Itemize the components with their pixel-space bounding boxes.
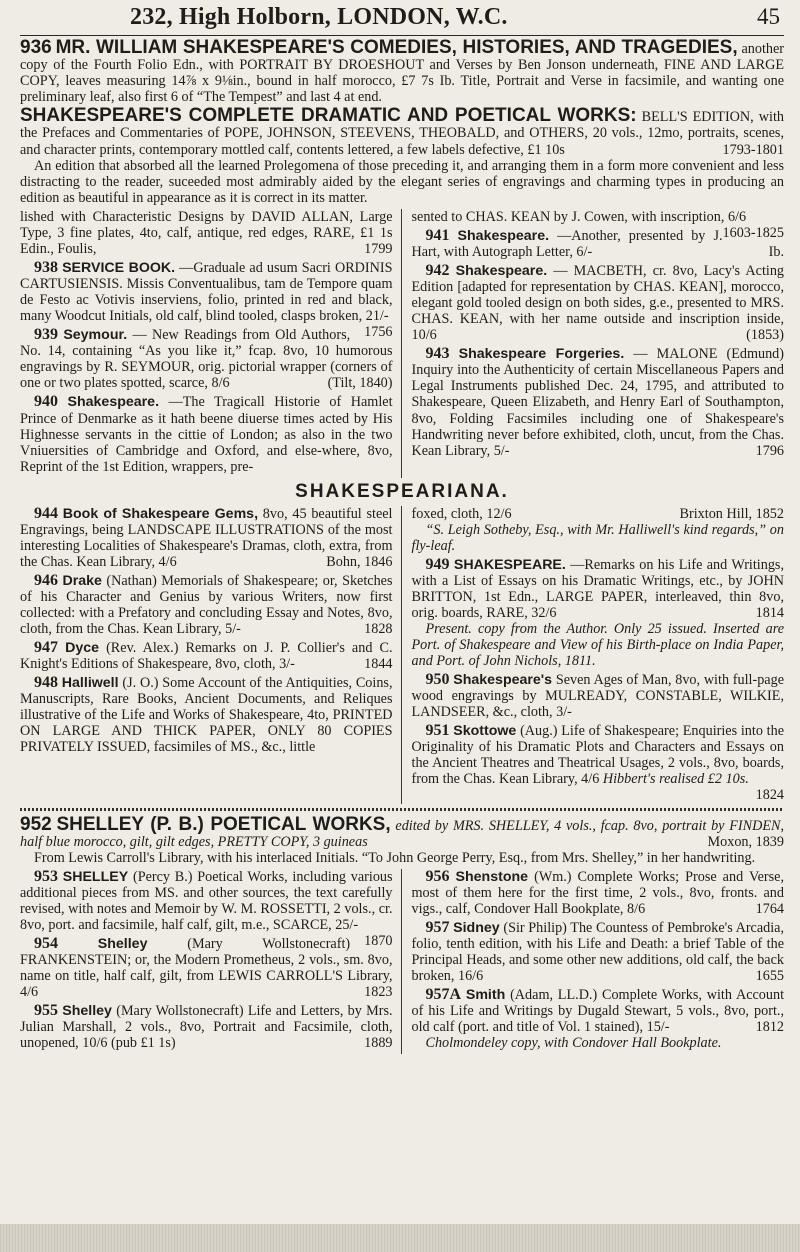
entry-date: Ib. bbox=[768, 244, 784, 261]
entry-text: lished with Characteristic Designs by DAVID ALLAN, Large Type, 3 fine plates, 4to, calf, antique, red edges, RARE, £1 1s Edin., Foulis, bbox=[20, 208, 393, 258]
entry-heading: SHAKESPEARE. bbox=[453, 556, 566, 573]
entry-note: An edition that absorbed all the learned Prolegomena of those preceding it, and arranging them in a form more convenient and less distracting to the reader, suceeded most admirably aided by the elegant series of engravings and charming types in producing an edition as beautiful in appearance as it is correct in its matter. bbox=[20, 157, 784, 206]
entry-text: Seven Ages of Man, 8vo, with full-page wood engravings by MULREADY, CONSTABLE, WILKIE, LANDSEER, &c., cloth, 3/- bbox=[411, 672, 784, 721]
entry-text: —Remarks on his Life and Writings, with a List of Essays on his Dramatic Writings, etc., by JOHN BRITTON, 1st Edn., LARGE PAPER, interleaved, thin 8vo, orig. boards, RARE, 32/6 bbox=[411, 556, 785, 621]
catalogue-entry bbox=[20, 675, 393, 755]
entry-text: (Mary Wollstonecraft) FRANKENSTEIN; or, the Modern Prometheus, 2 vols., sm. 8vo, name on title, half calf, gilt, from LEWIS CARROLL'S Library, 4/6 bbox=[20, 936, 393, 1001]
header-rule bbox=[20, 35, 784, 36]
entry-text: — MALONE (Edmund) Inquiry into the Authenticity of certain Miscellaneous Papers and Legal Instruments published Dec. 24, 1795, and attributed to Shakespeare, Queen Elizabeth, and Henry Earl of Southampton, 8vo, Folding Facsimiles including one of Shakespeare's Handwriting never before exhibited, cloth, uncut, from the Chas. Kean Library, 5/- bbox=[411, 346, 784, 459]
left-column bbox=[20, 869, 402, 1055]
entry-text: —Another, presented by J. Hart, with Autograph Letter, 6/- bbox=[411, 227, 723, 261]
entry-number: 948 bbox=[34, 674, 58, 692]
entry-number: 957 bbox=[425, 918, 450, 936]
columns-bottom bbox=[20, 869, 784, 1055]
entry-price-note: Hibbert's realised £2 10s. bbox=[602, 771, 749, 788]
right-column bbox=[412, 869, 785, 1055]
section-title: SHAKESPEARIANA. bbox=[295, 480, 509, 502]
entry-937 bbox=[20, 105, 784, 206]
entry-number: 957A bbox=[425, 986, 462, 1004]
columns-top bbox=[20, 209, 784, 478]
entry-heading: Shakespeare. bbox=[457, 227, 550, 244]
entry-heading: Sidney bbox=[453, 919, 500, 936]
entry-text: (Nathan) Memorials of Shakespeare; or, Sketches of his Character and Genius by various Writers, now first collected: with a Prefatory and concluding Essay and Notes, 8vo, cloth, from the Chas. Kean Library, 5/- bbox=[20, 572, 393, 638]
entry-date: 1756 bbox=[364, 324, 393, 341]
entry-note: Cholmondeley copy, with Condover Hall Bookplate. bbox=[425, 1035, 722, 1052]
entry-text: foxed, cloth, 12/6 bbox=[411, 505, 512, 522]
entry-heading: Shakespeare. bbox=[455, 263, 548, 280]
entry-heading: Book of Shakespeare Gems, bbox=[62, 505, 259, 522]
entry-text: (Aug.) Life of Shakespeare; Enquiries into the Originality of his Dramatic Plots and Characters and Essays on the Ancient Theatres and Theatrical Usages, 2 vols., 8vo, boards, from the Chas. Kean Library, 4/6 bbox=[411, 723, 785, 788]
right-column bbox=[412, 506, 785, 804]
entry-text: 8vo, 45 beautiful steel Engravings, being LANDSCAPE ILLUSTRATIONS of the most interesting Localities of Shakespeare's Dramas, cloth, extra, from the Chas. Kean Library, 4/6 bbox=[20, 505, 393, 570]
entry-number: 940 bbox=[34, 393, 58, 411]
entry-heading: Shakespeare. bbox=[67, 394, 160, 411]
entry-date: Moxon, 1839 bbox=[707, 833, 784, 850]
entry-date: 1796 bbox=[755, 442, 784, 459]
catalogue-entry bbox=[412, 506, 785, 554]
entry-note: From Lewis Carroll's Library, with his interlaced Initials. “To John George Perry, Esq., from Mrs. Shelley,” in her handwriting. bbox=[34, 849, 756, 866]
catalogue-entry bbox=[412, 987, 785, 1051]
page-margin bbox=[0, 1224, 800, 1252]
entry-heading: Seymour. bbox=[63, 327, 128, 344]
catalogue-entry bbox=[412, 672, 785, 720]
entry-heading: MR. WILLIAM SHAKESPEARE'S COMEDIES, HISTORIES, AND TRAGEDIES, bbox=[55, 37, 738, 58]
entry-date: 1793-1801 bbox=[722, 141, 784, 158]
entry-number: 954 bbox=[34, 935, 58, 952]
catalogue-entry bbox=[20, 506, 393, 570]
entry-date: 1889 bbox=[364, 1035, 393, 1052]
page-number: 45 bbox=[757, 4, 780, 29]
entry-number: 939 bbox=[34, 326, 58, 344]
divider bbox=[20, 808, 784, 811]
entry-text: sented to CHAS. KEAN by J. Cowen, with inscription, 6/6 bbox=[411, 208, 747, 225]
entry-note: Present. copy from the Author. Only 25 issued. Inserted are Port. of Shakespeare and View of his Birth-place on India Paper, and Port. of John Nichols, 1811. bbox=[411, 621, 784, 670]
entry-number: 952 bbox=[20, 813, 52, 835]
left-column bbox=[20, 506, 402, 804]
entry-number: 941 bbox=[425, 226, 450, 244]
entry-date: Bohn, 1846 bbox=[326, 553, 393, 570]
entry-text: — New Readings from Old Authors, No. 14, containing “As you like it,” fcap. 8vo, 10 humorous engravings by R. SEYMOUR, orig. pictorial wrapper (corners of one or two plates spotted, scarce, 8/6 bbox=[20, 327, 393, 392]
entry-heading: Shakespeare's bbox=[453, 672, 553, 689]
entry-date: 1870 bbox=[364, 933, 393, 949]
catalogue-entry bbox=[20, 394, 393, 474]
entry-text: (Percy B.) Poetical Works, including various additional pieces from MS. and other sources, the text carefully revised, with notes and Memoir by W. M. ROSSETTI, 2 vols., cr. 8vo, port. and facsimile, half calf, gilt, m.e., SCARCE, 25/- bbox=[20, 868, 393, 933]
entry-number: 942 bbox=[425, 262, 450, 280]
entry-heading: Shelley bbox=[97, 936, 148, 952]
entry-936 bbox=[20, 37, 785, 106]
entry-number: 936 bbox=[20, 37, 52, 58]
entry-number: 950 bbox=[425, 671, 450, 689]
catalogue-entry bbox=[412, 346, 785, 458]
entry-text: (Sir Philip) The Countess of Pembroke's Arcadia, folio, tenth edition, with his Life and Death: a brief Table of the Principal Heads, and some other new additions, old calf, the back broken, 16/6 bbox=[411, 919, 785, 985]
entry-heading: Dyce bbox=[65, 640, 99, 657]
entry-text: (Wm.) Complete Works; Prose and Verse, most of them here for the first time, 2 vols., 8vo, fronts. and vigs., calf, Condover Hall Bookplate, 8/6 bbox=[411, 868, 784, 917]
entry-number: 949 bbox=[425, 555, 450, 573]
entry-text: another copy of the Fourth Folio Edn., with PORTRAIT BY DROESHOUT and Verses by Ben Jonson underneath, FINE AND LARGE COPY, leaves measuring 14⅞ x 9⅛in., bound in half morocco, £7 7s Ib. Title, Portrait and Verse in facsimile, and wanting one preliminary leaf, also first 6 of “The Tempest” and last 4 at end. bbox=[20, 41, 785, 106]
entry-date: 1655 bbox=[755, 968, 784, 985]
entry-date: 1814 bbox=[755, 604, 784, 621]
right-column bbox=[412, 209, 785, 478]
entry-date: (Tilt, 1840) bbox=[327, 375, 393, 392]
entry-number: 943 bbox=[425, 345, 450, 363]
entry-number: 951 bbox=[425, 722, 450, 740]
catalogue-entry bbox=[412, 920, 785, 984]
entry-date: Brixton Hill, 1852 bbox=[679, 505, 784, 522]
entry-date: 1823 bbox=[364, 984, 393, 1001]
catalogue-entry bbox=[20, 573, 393, 637]
entry-number: 944 bbox=[34, 504, 58, 522]
entry-number: 938 bbox=[34, 259, 58, 277]
entry-heading: SHELLEY (P. B.) POETICAL WORKS, bbox=[56, 813, 391, 835]
entry-date: 1844 bbox=[364, 656, 393, 673]
catalogue-entry bbox=[412, 869, 785, 917]
entry-date: 1812 bbox=[755, 1019, 784, 1036]
entry-heading: SHELLEY bbox=[62, 868, 129, 885]
entry-952 bbox=[20, 813, 785, 866]
entry-number: 953 bbox=[34, 867, 58, 885]
entry-number: 947 bbox=[34, 639, 58, 657]
entry-heading: Shenstone bbox=[455, 868, 529, 885]
entry-number: 955 bbox=[34, 1002, 58, 1020]
entry-date: 1828 bbox=[364, 621, 393, 638]
entry-note: “S. Leigh Sotheby, Esq., with Mr. Halliwell's kind regards,” on fly-leaf. bbox=[411, 521, 784, 554]
catalogue-entry bbox=[20, 327, 393, 391]
catalogue-entry bbox=[20, 640, 393, 672]
entry-text: BELL'S EDITION, with the Prefaces and Commentaries of POPE, JOHNSON, STEEVENS, THEOBALD, and OTHERS, 20 vols., 12mo, portraits, scenes, and character prints, contemporary mottled calf, contents lettered, a few labels defective, £1 10s bbox=[20, 109, 784, 158]
entry-text: —The Tragicall Historie of Hamlet Prince of Denmarke as it hath beene diuerse times acted by His Highnesse servants in the cittie of London; as also in the two Vniuersities of Cambridge and Oxford, and else-where, 8vo, Reprint of the 1st Edition, wrappers, pre- bbox=[20, 394, 393, 475]
entry-heading: Shelley bbox=[62, 1003, 112, 1020]
entry-heading: Shakespeare Forgeries. bbox=[458, 346, 625, 363]
catalogue-entry bbox=[20, 1003, 393, 1051]
entry-heading: SERVICE BOOK. bbox=[62, 260, 176, 277]
page-header-title: 232, High Holborn, LONDON, W.C. bbox=[130, 4, 508, 30]
entry-date: 1764 bbox=[755, 900, 784, 917]
entry-number: 946 bbox=[34, 571, 58, 589]
running-head bbox=[20, 4, 784, 33]
entry-heading: Halliwell bbox=[61, 675, 119, 692]
columns-mid bbox=[20, 506, 784, 804]
catalogue-entry bbox=[411, 722, 785, 804]
entry-text: (J. O.) Some Account of the Antiquities, Coins, Manuscripts, Rare Books, Ancient Documents, and Reliques illustrative of the Life and Works of Shakespeare, 4to, PRINTED ON LARGE AND THICK PAPER, ONLY 80 COPIES PRIVATELY ISSUED, facsimiles of MS., &c., little bbox=[20, 675, 393, 756]
entry-text: (Rev. Alex.) Remarks on J. P. Collier's and C. Knight's Editions of Shakespeare, 8vo, cloth, 3/- bbox=[20, 640, 393, 673]
catalogue-entry bbox=[20, 936, 393, 1000]
entry-text: —Graduale ad usum Sacri ORDINIS CARTUSIENSIS. Missis Conventualibus, tam de Tempore quam de Festo ac Votivis inserviens, folio, printed in red and black, many Woodcut Initials, old calf, blind tooled, clasps broken, 21/- bbox=[20, 260, 393, 325]
entry-heading: SHAKESPEARE'S COMPLETE DRAMATIC AND POETICAL WORKS: bbox=[20, 105, 637, 127]
entry-heading: Skottowe bbox=[453, 723, 517, 740]
entry-heading: Smith bbox=[465, 987, 506, 1004]
entry-text: (Mary Wollstonecraft) Life and Letters, by Mrs. Julian Marshall, 2 vols., 8vo, Portrait and Facsimile, cloth, unopened, 10/6 (pub £1 1s) bbox=[20, 1003, 393, 1052]
entry-text: edited by MRS. SHELLEY, 4 vols., fcap. 8vo, portrait by FINDEN, half blue morocco, gilt, gilt edges, PRETTY COPY, 3 guineas bbox=[20, 817, 785, 850]
entry-date: 1603-1825 bbox=[722, 224, 784, 241]
left-column bbox=[20, 209, 402, 478]
catalogue-entry bbox=[412, 263, 785, 343]
entry-number: 956 bbox=[425, 867, 450, 885]
entry-text: — MACBETH, cr. 8vo, Lacy's Acting Edition [adapted for representation by CHAS. KEAN], morocco, elegant gold tooled design on both sides, g.e., presented to MRS. CHAS. KEAN, with her name outside and inscription inside, 10/6 bbox=[411, 263, 785, 344]
entry-text: (Adam, LL.D.) Complete Works, with Account of his Life and Writings by Dugald Stewart, 5 vols., 8vo, port., old calf (port. and title of Vol. 1 stained), 15/- bbox=[411, 987, 785, 1036]
catalogue-entry bbox=[412, 557, 785, 669]
catalogue-entry bbox=[20, 209, 393, 257]
entry-date: (1853) bbox=[746, 327, 784, 344]
entry-date: 1824 bbox=[755, 787, 784, 804]
entry-date: 1799 bbox=[364, 241, 393, 258]
entry-heading: Drake bbox=[62, 572, 102, 589]
